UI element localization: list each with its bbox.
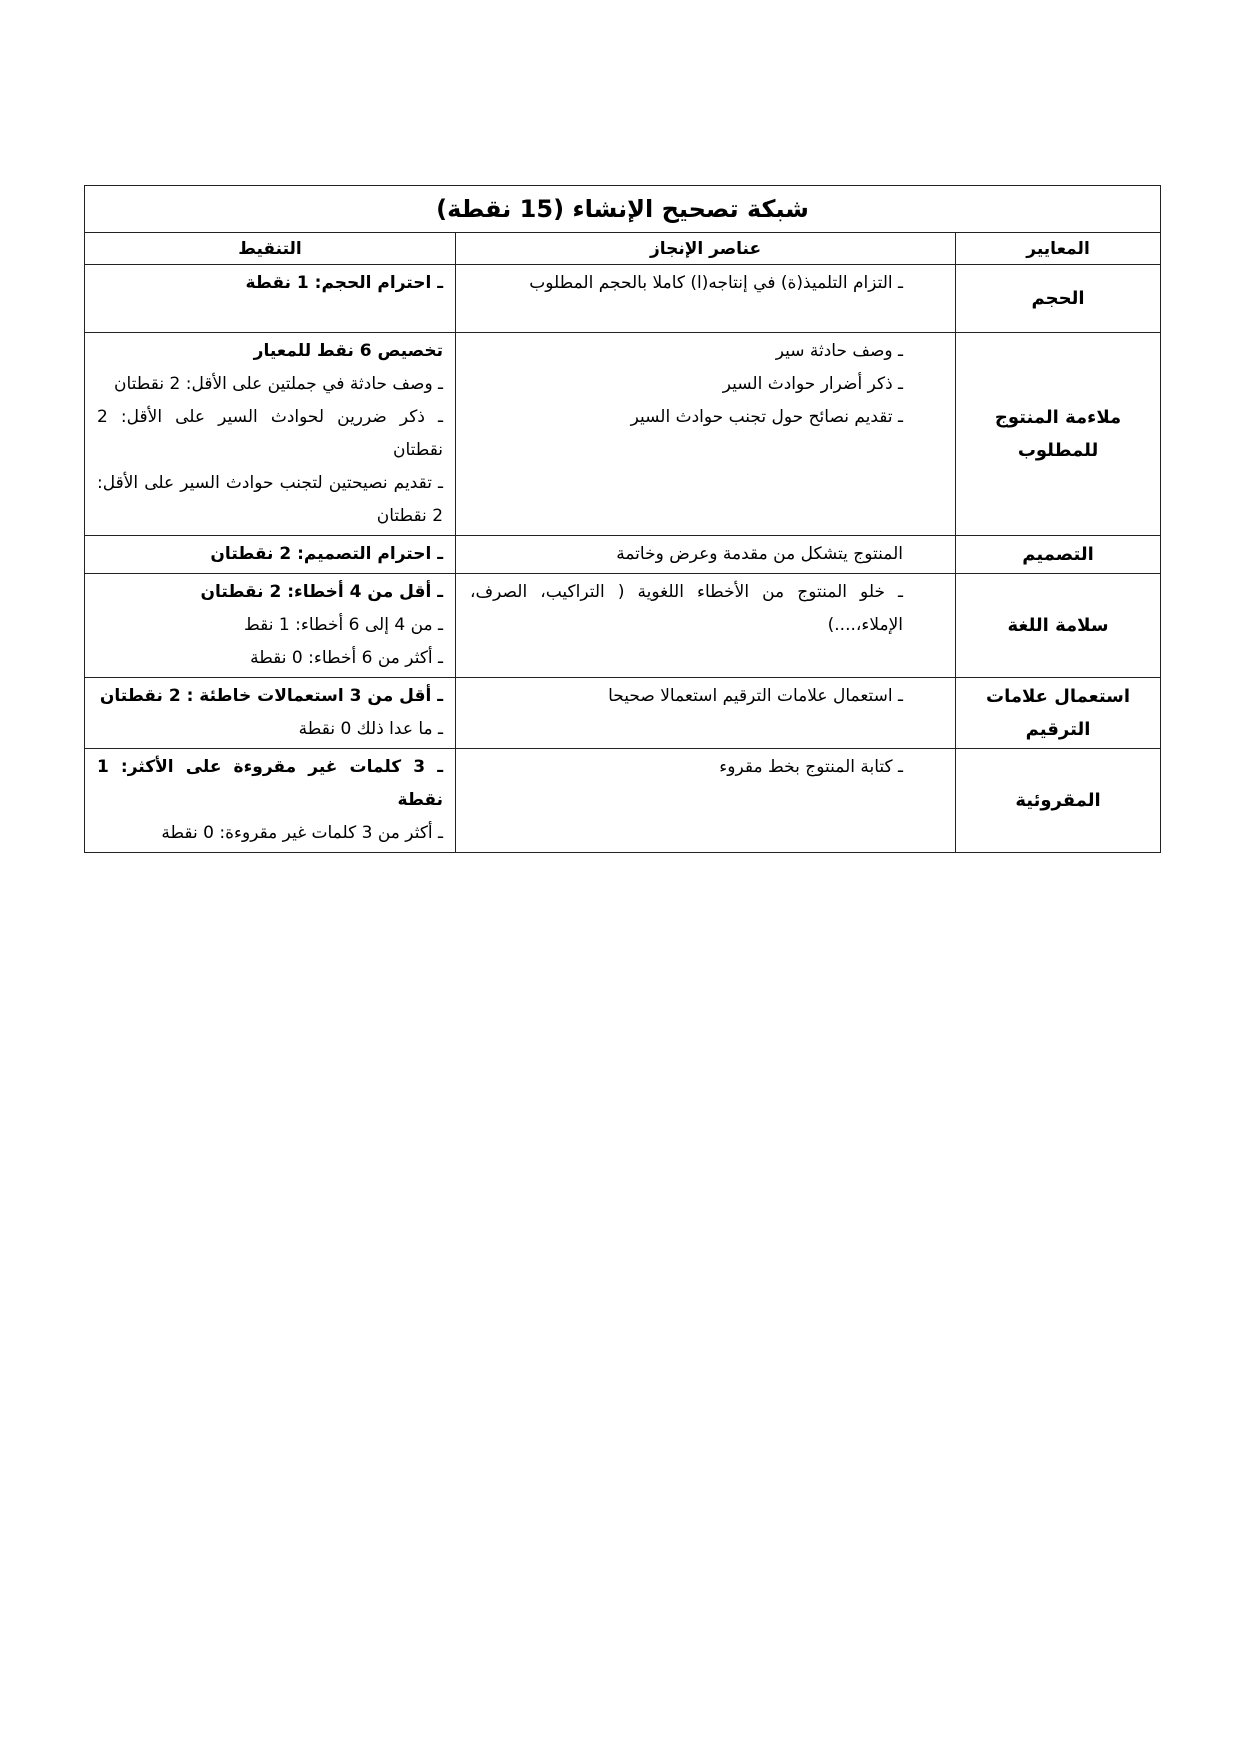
scoring-line: ـ أقل من 3 استعمالات خاطئة : 2 نقطتان	[99, 686, 444, 706]
scoring-line: تخصيص 6 نقط للمعيار	[253, 341, 444, 361]
scoring-cell	[85, 536, 456, 574]
element-line: المنتوج يتشكل من مقدمة وعرض وخاتمة	[616, 544, 904, 564]
criterion-line: استعمال علامات	[986, 686, 1131, 707]
table-title: شبكة تصحيح الإنشاء (15 نقطة)	[85, 186, 1161, 233]
criterion-cell	[956, 678, 1161, 749]
element-line: ـ التزام التلميذ(ة) في إنتاجه(ا) كاملا بالحجم المطلوب	[529, 273, 904, 293]
scoring-cell	[85, 574, 456, 678]
elements-cell	[456, 333, 956, 536]
elements-cell	[456, 265, 956, 333]
header-row	[85, 233, 1161, 265]
title-row	[85, 186, 1161, 233]
table-row	[85, 678, 1161, 749]
table-row	[85, 574, 1161, 678]
element-line: ـ كتابة المنتوج بخط مقروء	[719, 757, 904, 777]
scoring-cell	[85, 678, 456, 749]
scoring-line: ـ وصف حادثة في جملتين على الأقل: 2 نقطتان	[114, 374, 444, 394]
elements-cell	[456, 536, 956, 574]
scoring-line: ـ أكثر من 6 أخطاء: 0 نقطة	[250, 648, 444, 668]
scoring-line: ـ 3 كلمات غير مقروءة على الأكثر: 1 نقطة	[97, 757, 444, 810]
elements-cell	[456, 678, 956, 749]
header-scoring: التنقيط	[85, 233, 456, 265]
criterion-line: للمطلوب	[1017, 440, 1099, 461]
table-row	[85, 536, 1161, 574]
element-line: ـ وصف حادثة سير	[775, 341, 904, 361]
element-line: ـ تقديم نصائح حول تجنب حوادث السير	[630, 407, 904, 427]
rubric-page	[84, 185, 1160, 853]
table-row	[85, 265, 1161, 333]
scoring-line: ـ أقل من 4 أخطاء: 2 نقطتان	[200, 582, 444, 602]
scoring-cell	[85, 333, 456, 536]
header-criteria: المعايير	[956, 233, 1161, 265]
element-line: ـ ذكر أضرار حوادث السير	[722, 374, 904, 394]
criterion-line: الترقيم	[1025, 719, 1091, 740]
scoring-line: ـ تقديم نصيحتين لتجنب حوادث السير على الأقل: 2 نقطتان	[97, 473, 444, 526]
scoring-line: ـ ما عدا ذلك 0 نقطة	[298, 719, 444, 739]
scoring-line: ـ احترام الحجم: 1 نقطة	[245, 273, 444, 293]
scoring-line: ـ من 4 إلى 6 أخطاء: 1 نقط	[244, 615, 444, 635]
elements-cell	[456, 749, 956, 853]
scoring-cell	[85, 749, 456, 853]
criterion-cell: التصميم	[956, 536, 1161, 574]
criterion-cell	[956, 333, 1161, 536]
header-elements: عناصر الإنجاز	[456, 233, 956, 265]
criterion-cell: سلامة اللغة	[956, 574, 1161, 678]
scoring-line: ـ ذكر ضررين لحوادث السير على الأقل: 2 نقطتان	[97, 407, 444, 460]
scoring-line: ـ أكثر من 3 كلمات غير مقروءة: 0 نقطة	[161, 823, 444, 843]
element-line: ـ خلو المنتوج من الأخطاء اللغوية ( التراكيب، الصرف، الإملاء،....)	[470, 582, 904, 635]
criterion-cell: الحجم	[956, 265, 1161, 333]
scoring-cell	[85, 265, 456, 333]
criterion-line: ملاءمة المنتوج	[994, 407, 1122, 428]
scoring-line: ـ احترام التصميم: 2 نقطتان	[210, 544, 444, 564]
element-line: ـ استعمال علامات الترقيم استعمالا صحيحا	[608, 686, 904, 706]
table-row	[85, 333, 1161, 536]
grading-rubric-table	[84, 185, 1161, 853]
elements-cell	[456, 574, 956, 678]
criterion-cell: المقروئية	[956, 749, 1161, 853]
table-row	[85, 749, 1161, 853]
